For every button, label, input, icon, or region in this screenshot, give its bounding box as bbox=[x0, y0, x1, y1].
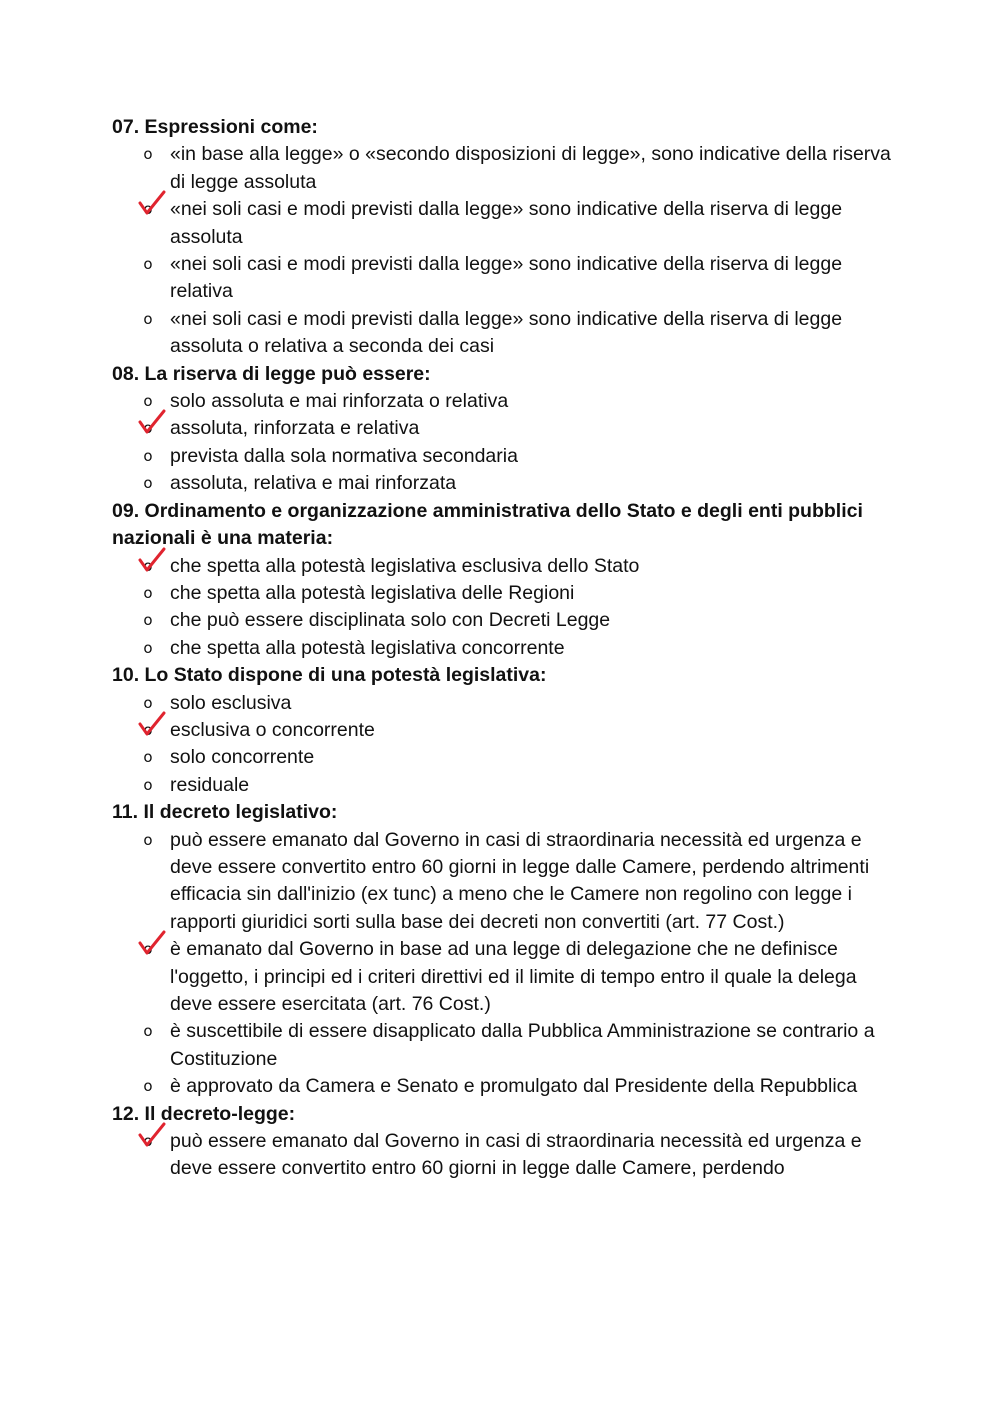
answer-option bbox=[112, 196, 892, 251]
option-text: residuale bbox=[170, 773, 250, 796]
bullet-circle-icon: o bbox=[143, 720, 153, 739]
answer-option bbox=[112, 470, 892, 497]
question-block bbox=[112, 1101, 892, 1183]
answer-option bbox=[112, 580, 892, 607]
answer-option bbox=[112, 1018, 892, 1073]
bullet-circle-icon: o bbox=[143, 748, 153, 767]
answer-option bbox=[112, 415, 892, 442]
bullet-circle-icon: o bbox=[143, 1022, 153, 1041]
answer-option bbox=[112, 306, 892, 361]
bullet-circle-icon: o bbox=[143, 419, 153, 438]
answer-options bbox=[112, 827, 892, 1101]
bullet-circle-icon: o bbox=[143, 392, 153, 411]
answer-options bbox=[112, 388, 892, 498]
question-title: 11. Il decreto legislativo: bbox=[112, 801, 338, 824]
option-text: che può essere disciplinata solo con Decreti Legge bbox=[170, 609, 611, 632]
question-list bbox=[112, 114, 892, 1183]
bullet-circle-icon: o bbox=[143, 309, 153, 328]
checkmark-icon bbox=[137, 1121, 167, 1151]
option-text: assoluta, rinforzata e relativa bbox=[170, 417, 420, 440]
question-title: 07. Espressioni come: bbox=[112, 116, 318, 138]
bullet-circle-icon: o bbox=[143, 583, 153, 602]
bullet-circle-icon: o bbox=[143, 775, 153, 794]
option-text: assoluta, relativa e mai rinforzata bbox=[170, 472, 457, 495]
answer-option bbox=[112, 443, 892, 470]
bullet-circle-icon: o bbox=[143, 693, 153, 712]
answer-options bbox=[112, 1128, 892, 1183]
option-text: «in base alla legge» o «secondo disposizioni di legge», sono indicative della riserva di legge assoluta bbox=[170, 143, 891, 193]
option-text: che spetta alla potestà legislativa esclusiva dello Stato bbox=[170, 554, 640, 577]
checkmark-icon bbox=[137, 710, 167, 740]
bullet-circle-icon: o bbox=[143, 830, 153, 849]
question-title: 08. La riserva di legge può essere: bbox=[112, 362, 431, 385]
option-text: prevista dalla sola normativa secondaria bbox=[170, 444, 518, 467]
bullet-circle-icon: o bbox=[143, 638, 153, 657]
answer-option bbox=[112, 607, 892, 634]
option-text: è approvato da Camera e Senato e promulgato dal Presidente della Repubblica bbox=[170, 1075, 858, 1098]
option-text: solo assoluta e mai rinforzata o relativa bbox=[170, 390, 509, 413]
answer-option bbox=[112, 635, 892, 662]
answer-option bbox=[112, 744, 892, 771]
option-text: è emanato dal Governo in base ad una legge di delegazione che ne definisce l'oggetto, i principi ed i criteri direttivi ed il limite di tempo entro il quale la delega deve essere esercitata (art. 76 Cost.) bbox=[170, 938, 857, 1015]
option-text: può essere emanato dal Governo in casi di straordinaria necessità ed urgenza e deve essere convertito entro 60 giorni in legge dalle Camere, perdendo altrimenti efficacia sin dall'inizio (ex tunc) a meno che le Camere non regolino con legge i rapporti giuridici sorti sulla base dei decreti non convertiti (art. 77 Cost.) bbox=[170, 828, 870, 933]
bullet-circle-icon: o bbox=[143, 446, 153, 465]
question-block bbox=[112, 662, 892, 799]
bullet-circle-icon: o bbox=[143, 474, 153, 493]
answer-options bbox=[112, 141, 892, 360]
checkmark-icon bbox=[137, 189, 167, 219]
bullet-circle-icon: o bbox=[143, 145, 153, 164]
answer-options bbox=[112, 690, 892, 800]
option-text: «nei soli casi e modi previsti dalla legge» sono indicative della riserva di legge relativa bbox=[170, 253, 843, 303]
answer-option bbox=[112, 690, 892, 717]
question-block bbox=[112, 361, 892, 498]
option-text: esclusiva o concorrente bbox=[170, 718, 375, 741]
answer-options bbox=[112, 553, 892, 663]
answer-option bbox=[112, 251, 892, 306]
option-text: solo esclusiva bbox=[170, 691, 292, 714]
bullet-circle-icon: o bbox=[143, 556, 153, 575]
checkmark-icon bbox=[137, 408, 167, 438]
option-text: è suscettibile di essere disapplicato dalla Pubblica Amministrazione se contrario a Costituzione bbox=[170, 1020, 875, 1070]
option-text: «nei soli casi e modi previsti dalla legge» sono indicative della riserva di legge assoluta o relativa a seconda dei casi bbox=[170, 307, 843, 358]
answer-option bbox=[112, 827, 892, 937]
question-block bbox=[112, 799, 892, 1100]
bullet-circle-icon: o bbox=[143, 255, 153, 274]
bullet-circle-icon: o bbox=[143, 1077, 153, 1096]
answer-option bbox=[112, 141, 892, 196]
answer-option bbox=[112, 388, 892, 415]
option-text: che spetta alla potestà legislativa concorrente bbox=[170, 636, 565, 659]
bullet-circle-icon: o bbox=[143, 200, 153, 219]
answer-option bbox=[112, 717, 892, 744]
checkmark-icon bbox=[137, 546, 167, 576]
option-text: può essere emanato dal Governo in casi di straordinaria necessità ed urgenza e deve essere convertito entro 60 giorni in legge dalle Camere, perdendo bbox=[170, 1130, 862, 1180]
bullet-circle-icon: o bbox=[143, 940, 153, 959]
answer-option bbox=[112, 1073, 892, 1100]
option-text: «nei soli casi e modi previsti dalla legge» sono indicative della riserva di legge assoluta bbox=[170, 198, 843, 248]
option-text: solo concorrente bbox=[170, 746, 315, 769]
answer-option bbox=[112, 936, 892, 1018]
question-title: 12. Il decreto-legge: bbox=[112, 1102, 296, 1125]
answer-option bbox=[112, 772, 892, 799]
bullet-circle-icon: o bbox=[143, 1132, 153, 1151]
question-title: 09. Ordinamento e organizzazione amministrativa dello Stato e degli enti pubblici nazionali è una materia: bbox=[112, 499, 863, 550]
answer-option bbox=[112, 553, 892, 580]
question-block bbox=[112, 498, 892, 662]
checkmark-icon bbox=[137, 929, 167, 959]
question-block bbox=[112, 114, 892, 361]
question-title: 10. Lo Stato dispone di una potestà legislativa: bbox=[112, 664, 547, 687]
bullet-circle-icon: o bbox=[143, 611, 153, 630]
answer-option bbox=[112, 1128, 892, 1183]
option-text: che spetta alla potestà legislativa delle Regioni bbox=[170, 581, 575, 604]
